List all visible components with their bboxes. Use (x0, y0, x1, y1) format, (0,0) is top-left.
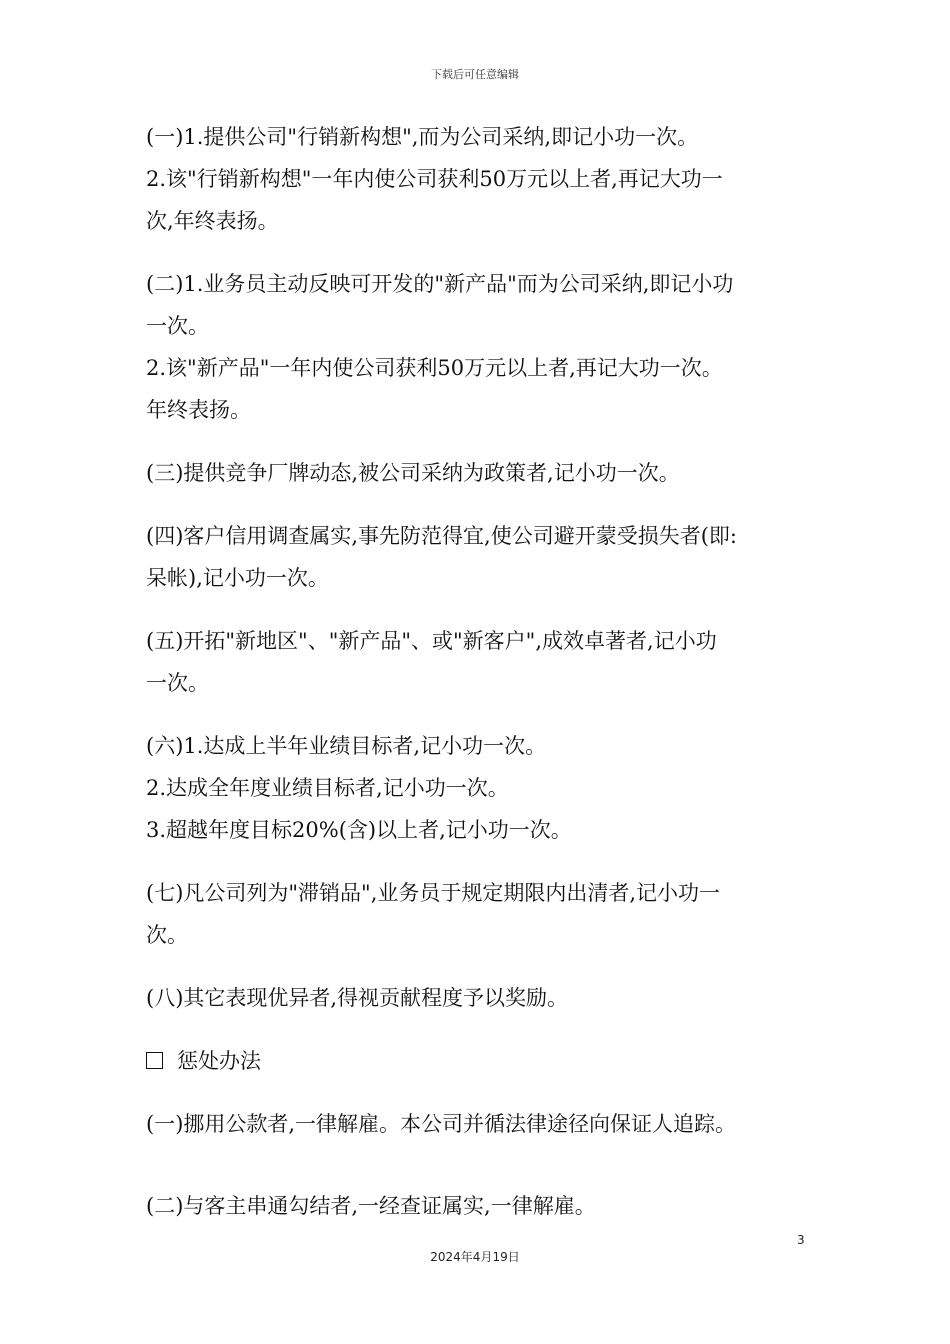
text-line: (四)客户信用调查属实,事先防范得宜,使公司避开蒙受损失者(即: (146, 524, 738, 548)
page-number: 3 (797, 1233, 805, 1247)
text-line: (一)挪用公款者,一律解雇。本公司并循法律途径向保证人追踪。 (146, 1112, 737, 1136)
text-line: 次。 (146, 923, 188, 947)
reward-item-2 (146, 263, 816, 431)
text-line: (三)提供竞争厂牌动态,被公司采纳为政策者,记小功一次。 (146, 461, 680, 485)
reward-item-3 (146, 452, 816, 494)
reward-item-5 (146, 620, 816, 704)
text-line: 3.超越年度目标20%(含)以上者,记小功一次。 (146, 818, 572, 842)
text-line: 2.该"行销新构想"一年内使公司获利50万元以上者,再记大功一 (146, 167, 723, 191)
text-line: 2.该"新产品"一年内使公司获利50万元以上者,再记大功一次。 (146, 356, 723, 380)
section-heading (146, 1040, 816, 1082)
text-line: 2.达成全年度业绩目标者,记小功一次。 (146, 776, 509, 800)
text-line: (五)开拓"新地区"、"新产品"、或"新客户",成效卓著者,记小功 (146, 629, 717, 653)
penalty-item-1 (146, 1103, 816, 1145)
reward-item-4 (146, 515, 816, 599)
text-line: 年终表扬。 (146, 398, 251, 422)
section-heading-text: 惩处办法 (177, 1049, 261, 1073)
reward-item-8 (146, 977, 816, 1019)
text-line: (一)1.提供公司"行销新构想",而为公司采纳,即记小功一次。 (146, 125, 699, 149)
penalty-item-2 (146, 1185, 816, 1227)
text-line: (七)凡公司列为"滞销品",业务员于规定期限内出清者,记小功一 (146, 881, 721, 905)
text-line: (二)1.业务员主动反映可开发的"新产品"而为公司采纳,即记小功 (146, 272, 734, 296)
text-line: (八)其它表现优异者,得视贡献程度予以奖励。 (146, 986, 569, 1010)
footer-date: 2024年4月19日 (430, 1250, 520, 1264)
text-line: 一次。 (146, 314, 209, 338)
text-line: 一次。 (146, 671, 209, 695)
reward-item-6 (146, 725, 816, 851)
reward-item-1 (146, 116, 816, 242)
text-line: (二)与客主串通勾结者,一经查证属实,一律解雇。 (146, 1194, 596, 1218)
page-header: 下载后可任意编辑 (431, 68, 519, 81)
document-body (146, 116, 816, 1248)
text-line: (六)1.达成上半年业绩目标者,记小功一次。 (146, 734, 547, 758)
text-line: 呆帐),记小功一次。 (146, 566, 329, 590)
text-line: 次,年终表扬。 (146, 209, 279, 233)
reward-item-7 (146, 872, 816, 956)
square-checkbox-icon (146, 1052, 163, 1069)
